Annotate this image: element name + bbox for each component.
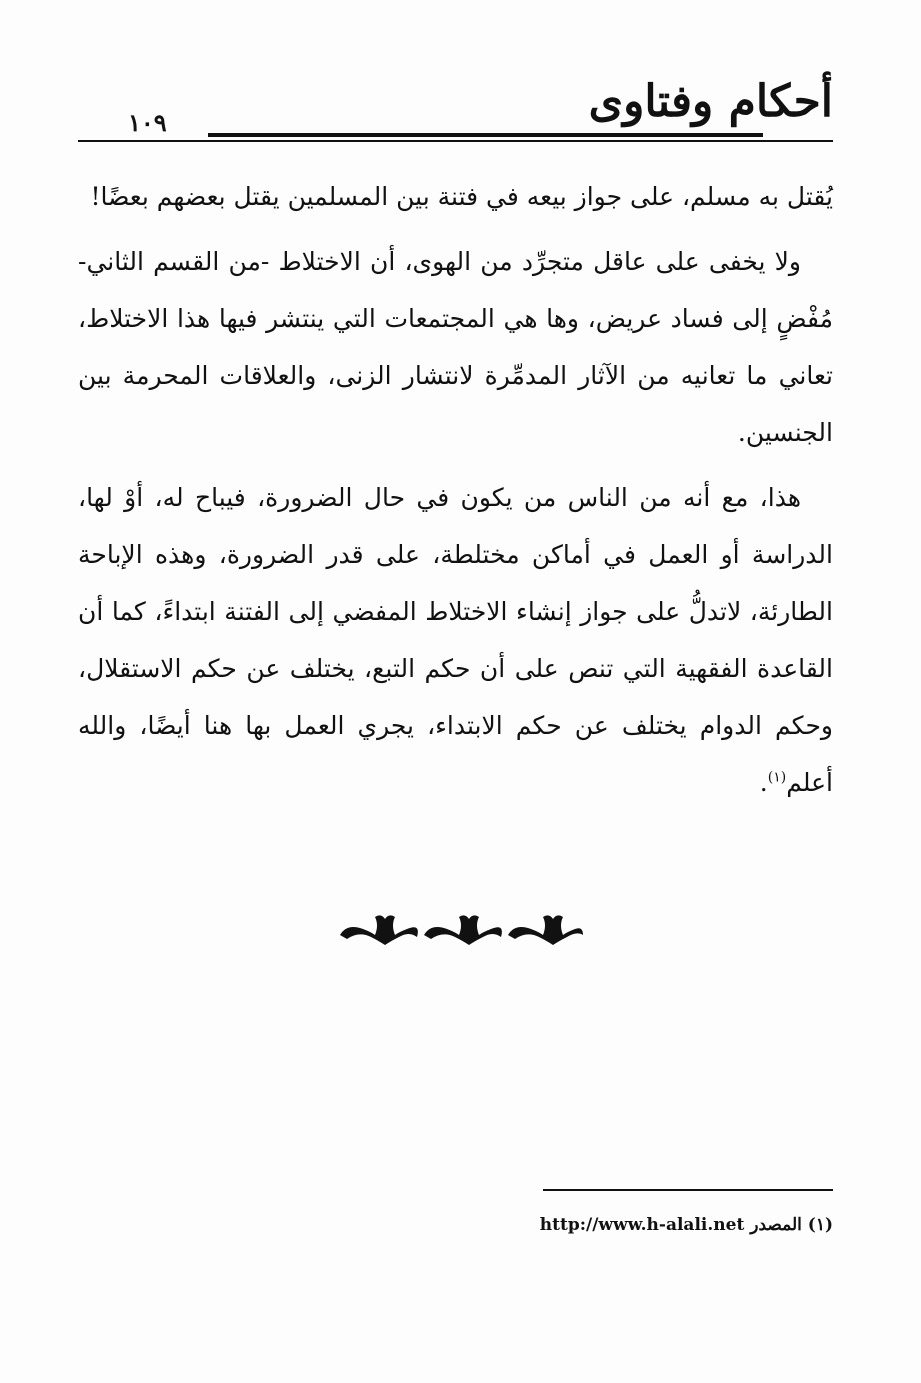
footnote (430, 1215, 833, 1235)
tulip-motif-3 (508, 915, 583, 945)
tulip-motif-2 (424, 915, 502, 945)
footnote-reference[interactable]: (١) (767, 769, 787, 786)
paragraph-2: ولا يخفى على عاقل متجرِّد من الهوى، أن الاختلاط -من القسم الثاني- مُفْضٍ إلى فساد عريض، وها هي المجتمعات التي ينتشر فيها هذا الاختلاط، تعاني ما تعانيه من الآثار المدمِّرة لانتشار الزنى، والعلاقات المحرمة بين الجنسين. (78, 247, 833, 447)
page-number: ١٠٩ (128, 108, 167, 137)
body-text (78, 168, 833, 811)
footnote-marker: (١) (807, 1215, 833, 1235)
footnote-url[interactable]: http://www.h-alali.net (539, 1215, 745, 1235)
paragraph-1: يُقتل به مسلم، على جواز بيعه في فتنة بين المسلمين يقتل بعضهم بعضًا! (90, 182, 833, 211)
paragraph-3 (78, 469, 833, 811)
footnote-label: المصدر (750, 1215, 802, 1235)
running-title: أحكام وفتاوى (588, 76, 833, 127)
tulip-motif-1 (340, 915, 418, 945)
paragraph-3-end: . (759, 768, 768, 797)
header-rule-thick (208, 133, 763, 137)
header-rule (78, 140, 833, 142)
page-header (78, 78, 833, 148)
footnote-rule (543, 1189, 833, 1191)
paragraph-3-text: هذا، مع أنه من الناس من يكون في حال الضرورة، فيباح له، أوْ لها، الدراسة أو العمل في أماكن مختلطة، على قدر الضرورة، وهذه الإباحة الطارئة، لاتدلُّ على جواز إنشاء الاختلاط المفضي إلى الفتنة ابتداءً، كما أن القاعدة الفقهية التي تنص على أن حكم التبع، يختلف عن حكم الاستقلال، وحكم الدوام يختلف عن حكم الابتداء، يجري العمل بها هنا أيضًا، والله أعلم (78, 483, 833, 797)
tulip-ornament-icon (335, 905, 585, 950)
